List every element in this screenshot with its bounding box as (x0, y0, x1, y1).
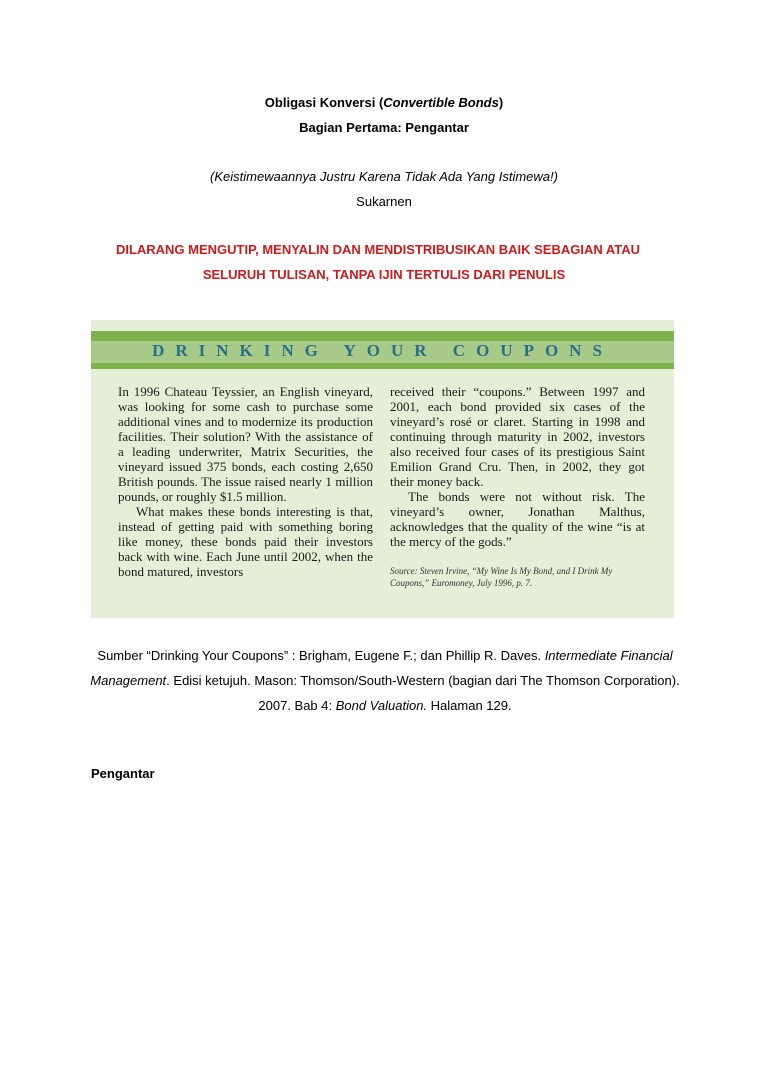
box-left-paragraph-2: What makes these bonds interesting is that, instead of getting paid with something boring like money, these bonds paid their investors back with wine. Each June until 2002, when the bond matured, investors (118, 504, 373, 579)
title-prefix: Obligasi Konversi ( (264, 95, 384, 110)
box-title-band (91, 331, 674, 369)
title-italic: Convertible Bonds (383, 95, 499, 110)
box-left-paragraph-1: In 1996 Chateau Teyssier, an English vineyard, was looking for some cash to purchase some additional vines and to modernize its production facilities. Their solution? With the assistance of a leading underwriter, Matrix Securities, the vineyard issued 375 bonds, each costing 2,650 British pounds. The issue raised nearly 1 million pounds, or roughly $1.5 million. (118, 384, 373, 504)
box-right-paragraph-2: The bonds were not without risk. The vineyard’s owner, Jonathan Malthus, acknowledges that the quality of the wine “is at the mercy of the gods.” (390, 489, 645, 549)
copyright-warning-line1: DILARANG MENGUTIP, MENYALIN DAN MENDISTRIBUSIKAN BAIK SEBAGIAN ATAU (115, 242, 641, 257)
box-right-paragraph-1: received their “coupons.” Between 1997 and 2001, each bond provided six cases of the vineyard’s rosé or claret. Starting in 1998 and continuing through maturity in 2002, investors also received four cases of its prestigious Saint Emilion Grand Cru. Then, in 2002, they got their money back. (390, 384, 645, 489)
copyright-warning-line2: SELURUH TULISAN, TANPA IJIN TERTULIS DARI PENULIS (202, 267, 566, 282)
caption-part4: Halaman 129. (427, 698, 512, 713)
caption-part2: . Edisi ketujuh. Mason: Thomson/South-Western (bagian dari The Thomson Corporation). (166, 673, 680, 688)
box-left-column (118, 384, 373, 579)
caption-chapter: Bond Valuation. (335, 698, 428, 713)
source-caption (88, 643, 682, 718)
box-title: DRINKING YOUR COUPONS (152, 341, 613, 360)
drinking-coupons-box (91, 320, 674, 618)
document-subtitle: Bagian Pertama: Pengantar (299, 120, 469, 135)
document-author: Sukarnen (356, 194, 412, 209)
caption-book-title: Intermediate Financial Management (90, 648, 673, 688)
section-heading: Pengantar (91, 766, 155, 781)
document-tagline: (Keistimewaannya Justru Karena Tidak Ada Yang Istimewa!) (210, 169, 558, 184)
caption-part3: 2007. Bab 4: (258, 698, 336, 713)
box-right-column (390, 384, 645, 589)
title-suffix: ) (498, 95, 504, 110)
document-title (0, 95, 768, 111)
caption-part1: Sumber “Drinking Your Coupons” : Brigham, Eugene F.; dan Phillip R. Daves. (97, 648, 545, 663)
box-source-note: Source: Steven Irvine, “My Wine Is My Bond, and I Drink My Coupons,” Euromoney, July 1996, p. 7. (390, 566, 613, 588)
